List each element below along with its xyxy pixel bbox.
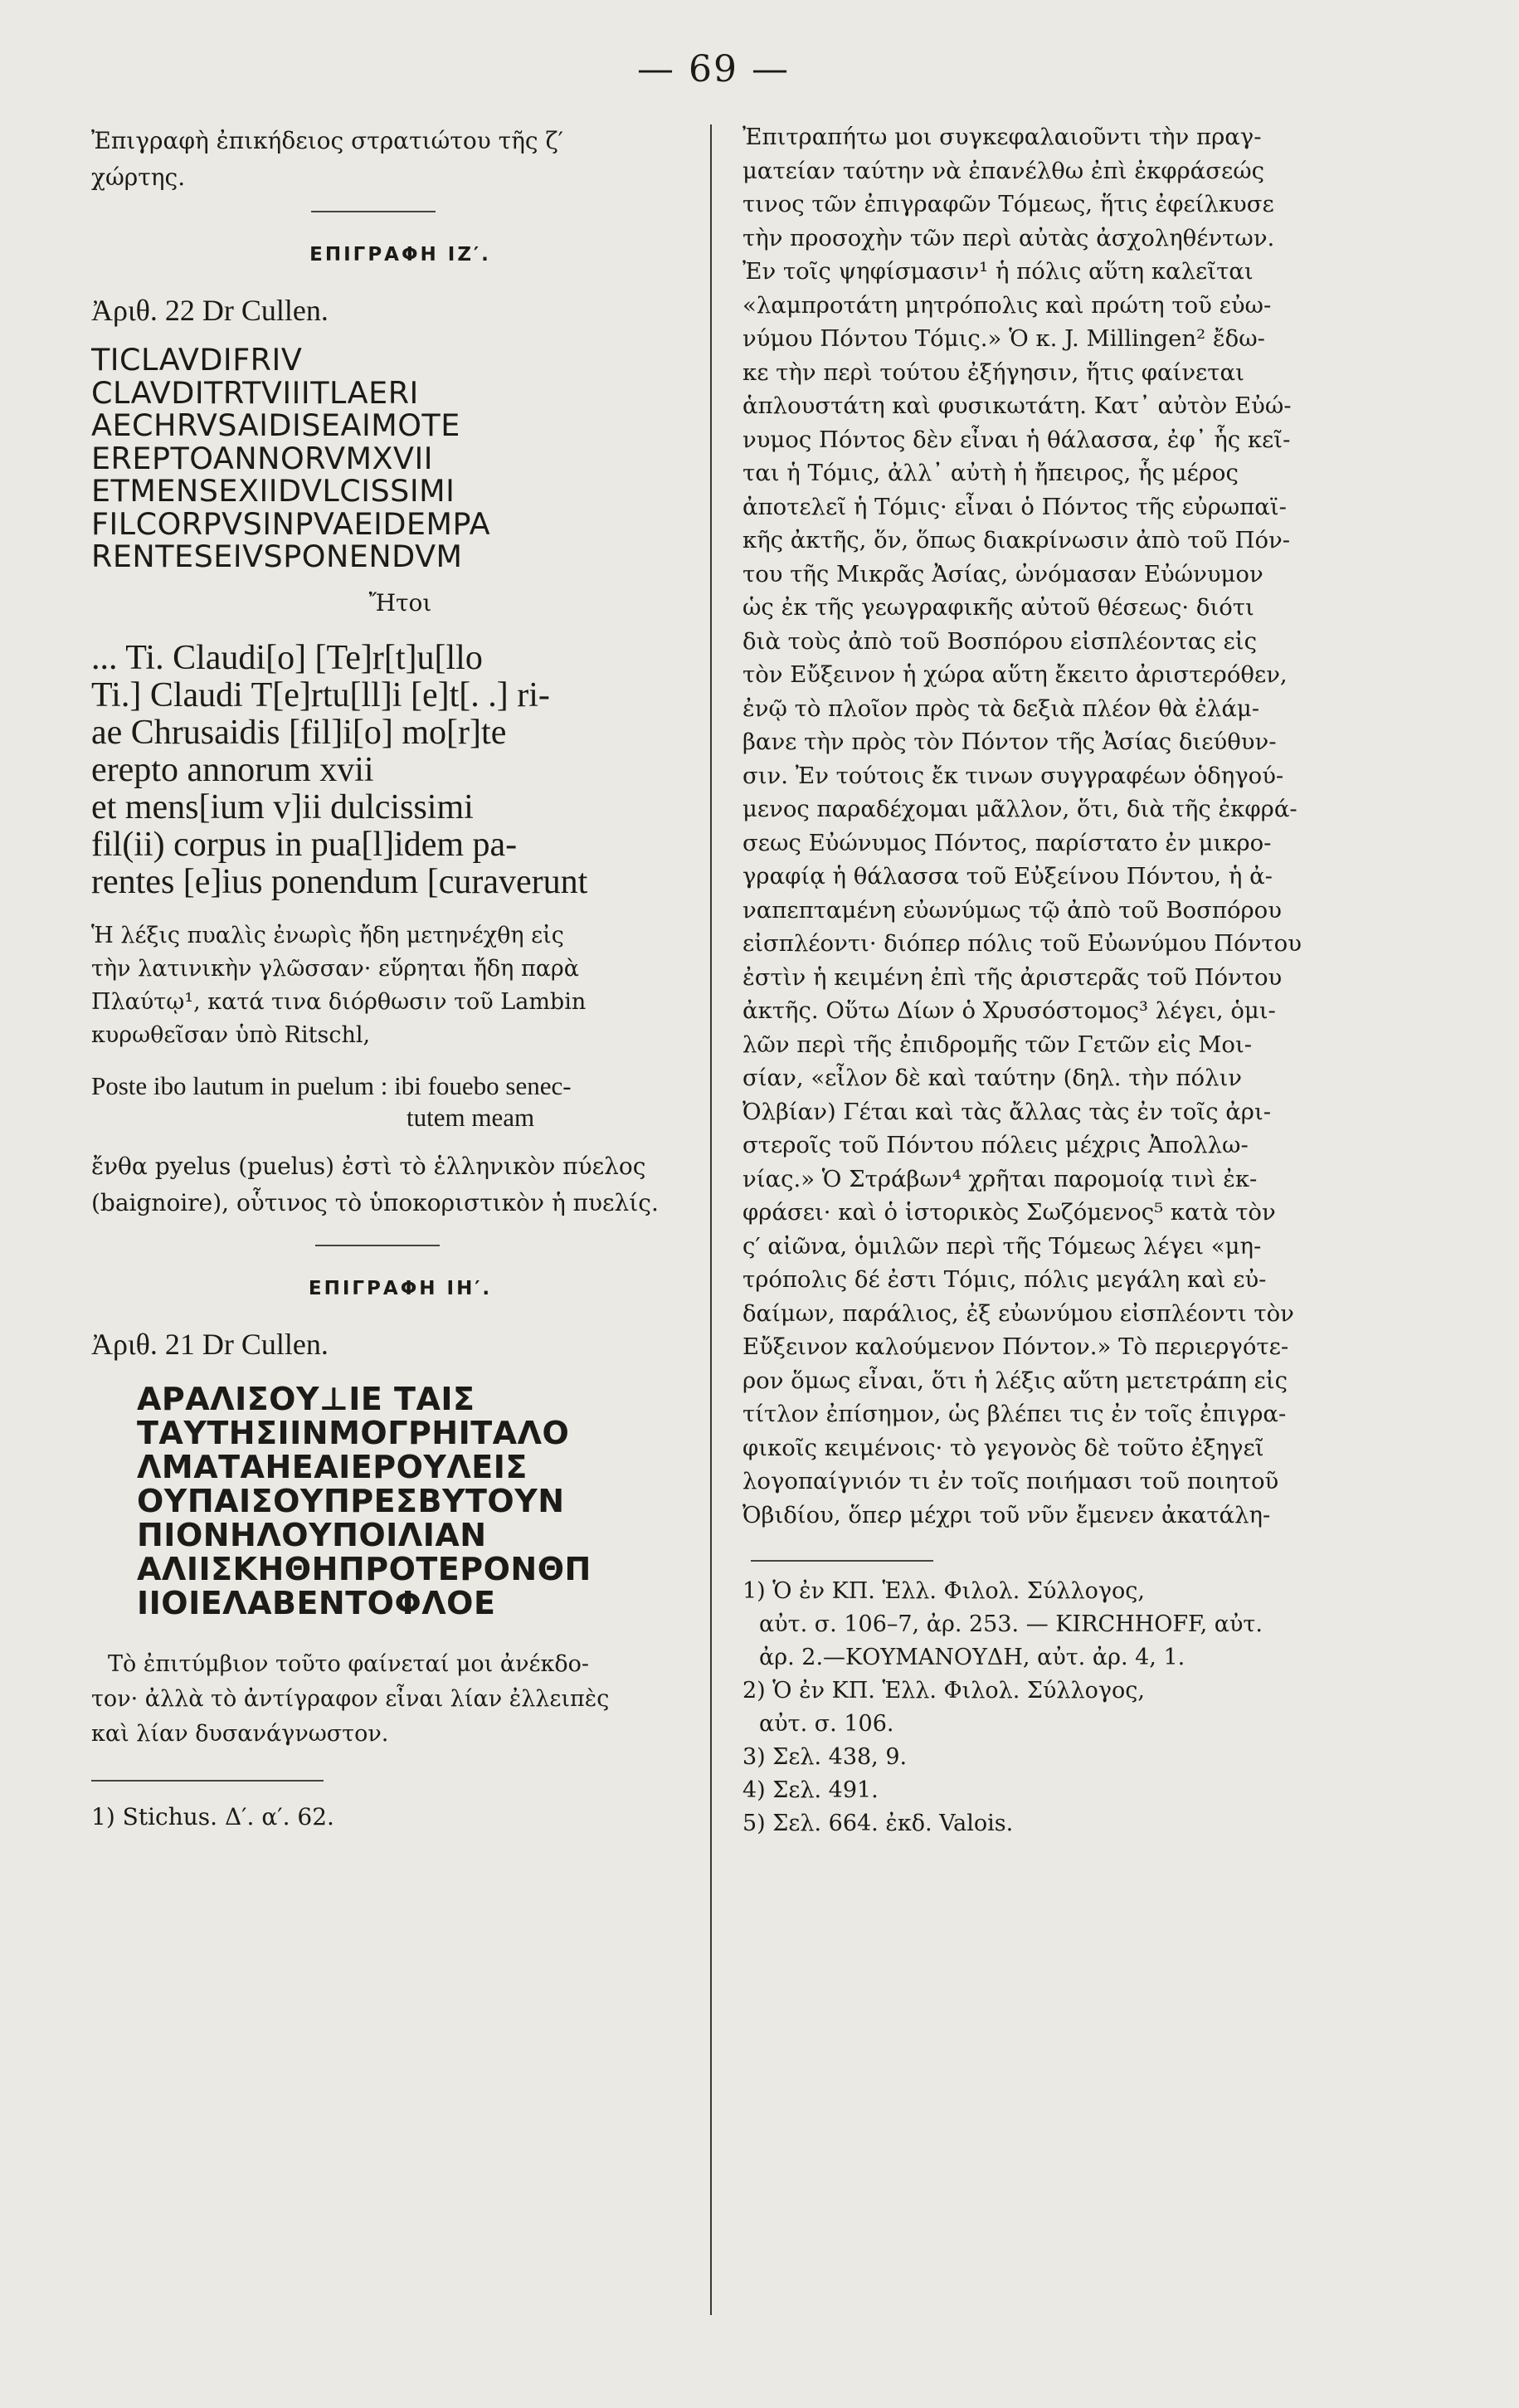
text-line: Τὸ ἐπιτύμβιον τοῦτο φαίνεταί μοι ἀνέκδο- (108, 1650, 589, 1677)
text-line: ἔνθα pyelus (puelus) ἐστὶ τὸ ἑλληνικὸν πύελος (91, 1152, 646, 1180)
text-line: κε τὴν περὶ τούτου ἐξήγησιν, ἥτις φαίνεται (742, 358, 1244, 386)
text-line: χώρτης. (91, 163, 186, 191)
footnote-rule (751, 1560, 933, 1562)
inscription-line: ΑΛΙΙΣΚΗΘΗΠΡΟΤΕΡΟΝΘΠ (137, 1552, 592, 1587)
footnotes (742, 1575, 1356, 1840)
text-line: Ἐν τοῖς ψηφίσμασιν¹ ἡ πόλις αὕτη καλεῖται (742, 258, 1254, 285)
etoi-label: Ἤτοι (368, 588, 432, 617)
footnote-line: ἀρ. 2.—ΚΟΥΜΑΝΟΥΔΗ, αὐτ. ἀρ. 4, 1. (759, 1645, 1186, 1670)
text-line: λῶν περὶ τῆς ἐπιδρομῆς τῶν Γετῶν εἰς Μοι- (742, 1031, 1253, 1058)
reading-line: erepto annorum xvii (91, 751, 374, 789)
separator-rule (315, 1245, 440, 1246)
text-line: Ἐπιτραπήτω μοι συγκεφαλαιοῦντι τὴν πραγ- (742, 124, 1262, 150)
text-line: Ἡ λέξις πυαλὶς ἐνωρὶς ἤδη μετηνέχθη εἰς (91, 922, 564, 948)
latin-inscription (91, 344, 709, 573)
column-divider (710, 124, 712, 2315)
text-line: καὶ λίαν δυσανάγνωστον. (91, 1720, 389, 1747)
inscription-line: EREPTOANNORVMXVII (91, 441, 434, 475)
footnote: 1) Stichus. Δ′. α′. 62. (91, 1802, 334, 1830)
inscription-line: ΟΥΠΑΙΣΟΥΠΡΕΣΒΥΤΟΥΝ (137, 1484, 565, 1518)
footnote-line: 1) Ὁ ἐν ΚΠ. Ἑλλ. Φιλολ. Σύλλογος, (742, 1578, 1145, 1604)
reading-line: Ti.] Claudi T[e]rtu[ll]i [e]t[. .] ri- (91, 676, 550, 714)
text-line: Ὀλβίαν) Γέται καὶ τὰς ἄλλας τὰς ἐν τοῖς ἀρι- (742, 1098, 1272, 1125)
text-line: δαίμων, παράλιος, ἐξ εὐωνύμου εἰσπλέοντι τὸν (742, 1299, 1294, 1327)
text-line: του τῆς Μικρᾶς Ἀσίας, ὠνόμασαν Εὐώνυμον (742, 560, 1263, 587)
text-line: ὡς ἐκ τῆς γεωγραφικῆς αὐτοῦ θέσεως· διότι (742, 594, 1254, 621)
text-line: τὴν λατινικὴν γλῶσσαν· εὕρηται ἤδη παρὰ (91, 955, 580, 982)
text-line: σίαν, «εἶλον δὲ καὶ ταύτην (δηλ. τὴν πόλιν (742, 1065, 1242, 1091)
text-line: τρόπολις δέ ἐστι Τόμις, πόλις μεγάλη καὶ εὐ- (742, 1266, 1267, 1293)
text-line: λογοπαίγνιόν τι ἐν τοῖς ποιήμασι τοῦ ποιητοῦ (742, 1468, 1279, 1494)
inscription-line: FILCORPVSINPVAΕIDEMPA (91, 507, 491, 540)
text-line: νυμος Πόντος δὲν εἶναι ἡ θάλασσα, ἐφ᾿ ἧς κεῖ- (742, 426, 1291, 453)
inscription-line: ΤΑΥΤΗΣΙΙΝΜΟΓΡΗΙΤΑΛΟ (137, 1416, 570, 1450)
reading-line: ae Chrusaidis [fil]i[o] mo[r]te (91, 714, 507, 752)
text-line: τὸν Εὔξεινον ἡ χώρα αὕτη ἔκειτο ἀριστερόθεν, (742, 661, 1288, 688)
inscription-line: ETMENSEXIIDVLCISSIMI (91, 475, 455, 508)
inscription-reference: Ἀριθ. 22 Dr Cullen. (91, 294, 329, 327)
commentary-paragraph (91, 1647, 709, 1752)
text-line: ται ἡ Τόμις, ἀλλ᾿ αὐτὴ ἡ ἤπειρος, ἧς μέρος (742, 460, 1239, 486)
text-line: Ἐπιγραφὴ ἐπικήδειος στρατιώτου τῆς ζ′ (91, 127, 564, 154)
text-line: Εὔξεινον καλούμενον Πόντον.» Τὸ περιεργότε- (742, 1333, 1289, 1360)
footnote-line: αὐτ. σ. 106. (759, 1711, 894, 1737)
quote-line: tutem meam (407, 1102, 535, 1132)
text-line: εἰσπλέοντι· διόπερ πόλις τοῦ Εὐωνύμου Πόντου (742, 930, 1302, 957)
inscription-line: ΛΜΑΤΑΗΕΑΙΕΡΟΥΛΕΙΣ (137, 1450, 528, 1484)
text-line: κῆς ἀκτῆς, ὅν, ὅπως διακρίνωσιν ἀπὸ τοῦ Πόν- (742, 527, 1291, 553)
inscription-line: TICLAVDIFRIV (91, 344, 303, 377)
inscription-line: RENTESΕIVSPONENDVM (91, 540, 463, 573)
commentary-paragraph (91, 919, 709, 1052)
reading-line: ... Ti. Claudi[o] [Te]r[t]u[llo (91, 639, 483, 677)
separator-rule (311, 211, 436, 212)
text-line: γραφίᾳ ἡ θάλασσα τοῦ Εὐξείνου Πόντου, ἡ ἀ- (742, 863, 1273, 890)
text-line: ἀκτῆς. Οὕτω Δίων ὁ Χρυσόστομος³ λέγει, ὁμι- (742, 997, 1276, 1024)
inscription-heading-17: ΕΠΙΓΡΑΦΗ ΙΖ′. (309, 244, 491, 266)
text-line: ματείαν ταύτην νὰ ἐπανέλθω ἐπὶ ἐκφράσεώς (742, 157, 1265, 184)
text-line: ἐστὶν ἡ κειμένη ἐπὶ τῆς ἀριστερᾶς τοῦ Πόντου (742, 963, 1283, 991)
text-line: νίας.» Ὁ Στράβων⁴ χρῆται παρομοίᾳ τινὶ ἐκ- (742, 1165, 1258, 1192)
text-line: ς′ αἰῶνα, ὁμιλῶν περὶ τῆς Τόμεως λέγει «μη- (742, 1232, 1262, 1260)
text-line: ναπεπταμένη εὐωνύμως τῷ ἀπὸ τοῦ Βοσπόρου (742, 896, 1282, 924)
reading-line: rentes [e]ius ponendum [curaverunt (91, 863, 588, 901)
footnote-line: 2) Ὁ ἐν ΚΠ. Ἑλλ. Φιλολ. Σύλλογος, (742, 1678, 1145, 1704)
text-line: σεως Εὐώνυμος Πόντος, παρίστατο ἐν μικρο- (742, 829, 1272, 856)
greek-inscription (91, 1382, 709, 1621)
footnote-line: αὐτ. σ. 106–7, ἀρ. 253. — KIRCHHOFF, αὐτ. (759, 1611, 1263, 1637)
text-line: τίτλον ἐπίσημον, ὡς βλέπει τις ἐν τοῖς ἐπιγρα- (742, 1401, 1287, 1427)
text-line: ἐνῷ τὸ πλοῖον πρὸς τὰ δεξιὰ πλέον θὰ ἐλάμ- (742, 695, 1260, 722)
inscription-line: ΑΡΑΛΙΣΟΥ⊥ΙΕ ΤΑΙΣ (137, 1382, 475, 1416)
text-line: σιν. Ἐν τούτοις ἔκ τινων συγγραφέων ὁδηγού- (742, 762, 1284, 789)
text-line: ἀποτελεῖ ἡ Τόμις· εἶναι ὁ Πόντος τῆς εὐρωπαϊ- (742, 493, 1287, 520)
footnote-rule (91, 1780, 324, 1782)
inscription-line: ΙΙΟΙΕΛΑΒΕΝΤΟΦΛΟΕ (137, 1586, 496, 1621)
text-line: ρον ὅμως εἶναι, ὅτι ἡ λέξις αὕτη μετετράπη εἰς (742, 1367, 1288, 1394)
footnote-line: 5) Σελ. 664. ἐκδ. Valois. (742, 1811, 1014, 1836)
text-line: βανε τὴν πρὸς τὸν Πόντον τῆς Ἀσίας διεύθυν- (742, 729, 1277, 755)
reading-line: fil(ii) corpus in pua[l]idem pa- (91, 826, 518, 864)
inscription-reference: Ἀριθ. 21 Dr Cullen. (91, 1327, 329, 1361)
plautus-quote (91, 1070, 709, 1133)
text-line: μενος παραδέχομαι μᾶλλον, ὅτι, διὰ τῆς ἐκφρά- (742, 796, 1297, 822)
text-line: διὰ τοὺς ἀπὸ τοῦ Βοσπόρου εἰσπλέοντας εἰς (742, 627, 1257, 655)
inscription-line: CLAVDITRTVIIITLAΕRI (91, 376, 419, 409)
text-line: «λαμπροτάτη μητρόπολις καὶ πρώτη τοῦ εὐω- (742, 291, 1272, 319)
text-line: τὴν προσοχὴν τῶν περὶ αὐτὰς ἀσχοληθέντων. (742, 224, 1275, 251)
text-line: κυρωθεῖσαν ὑπὸ Ritschl, (91, 1021, 371, 1048)
text-line: φικοῖς κειμένοις· τὸ γεγονὸς δὲ τοῦτο ἐξηγεῖ (742, 1434, 1264, 1461)
text-line: τινος τῶν ἐπιγραφῶν Τόμεως, ἥτις ἐφείλκυσε (742, 191, 1274, 217)
text-line: Ὀβιδίου, ὅπερ μέχρι τοῦ νῦν ἔμενεν ἀκατάλη- (742, 1501, 1271, 1528)
text-line: στεροῖς τοῦ Πόντου πόλεις μέχρις Ἀπολλω- (742, 1132, 1249, 1158)
body-text (742, 120, 1356, 1532)
text-line: τον· ἀλλὰ τὸ ἀντίγραφον εἶναι λίαν ἐλλειπὲς (91, 1685, 610, 1712)
text-line: (baignoire), οὗτινος τὸ ὑποκοριστικὸν ἡ πυελίς. (91, 1188, 659, 1216)
reading-line: et mens[ium v]ii dulcissimi (91, 788, 474, 826)
text-line: ἁπλουστάτη καὶ φυσικωτάτη. Κατ᾿ αὐτὸν Εὐώ- (742, 392, 1292, 419)
text-line: Πλαύτῳ¹, κατά τινα διόρθωσιν τοῦ Lambin (91, 988, 587, 1015)
footnote-line: 4) Σελ. 491. (742, 1777, 879, 1803)
intro-text (91, 123, 709, 196)
latin-reading (91, 640, 709, 901)
footnote-line: 3) Σελ. 438, 9. (742, 1744, 908, 1770)
page-number: — 69 — (637, 48, 790, 90)
text-line: νύμου Πόντου Τόμις.» Ὁ κ. J. Millingen² ἔδω- (742, 325, 1265, 352)
text-line: φράσει· καὶ ὁ ἱστορικὸς Σωζόμενος⁵ κατὰ τὸν (742, 1199, 1276, 1226)
commentary-paragraph (91, 1148, 709, 1221)
inscription-line: ΠΙΟΝΗΛΟΥΠΟΙΛΙΑΝ (137, 1518, 487, 1553)
right-column (742, 120, 1356, 1840)
inscription-heading-18: ΕΠΙΓΡΑΦΗ ΙΗ′. (308, 1277, 493, 1299)
left-column (91, 120, 709, 1831)
quote-line: Poste ibo lautum in puelum : ibi fouebo senec- (91, 1070, 572, 1100)
inscription-line: AECHRVSAIDISEAIMOTE (91, 409, 460, 442)
